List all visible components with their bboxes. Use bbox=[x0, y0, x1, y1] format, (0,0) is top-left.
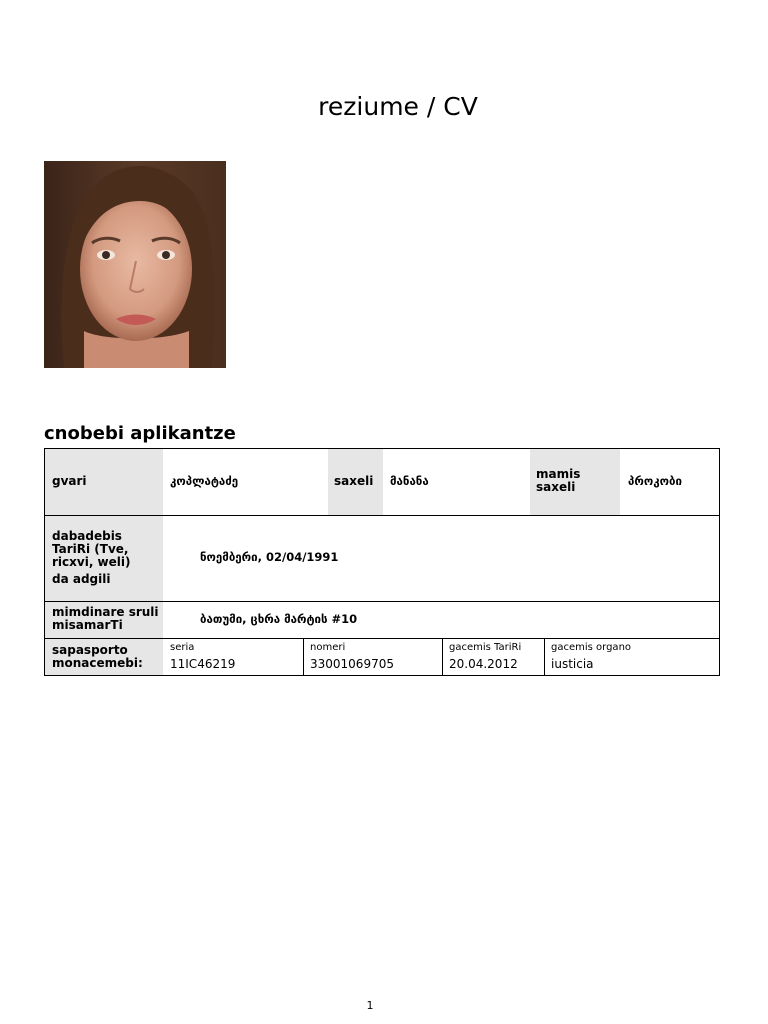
birth-label: dabadebis TariRi (Tve, ricxvi, weli) bbox=[52, 529, 131, 569]
patronymic-value: პროკობი bbox=[628, 474, 682, 488]
row-divider bbox=[45, 601, 719, 602]
passport-issuer-value: iusticia bbox=[551, 657, 594, 671]
column-divider bbox=[544, 639, 545, 676]
passport-series-value: 11IC46219 bbox=[170, 657, 236, 671]
passport-series-label: seria bbox=[170, 642, 195, 653]
row-divider bbox=[45, 638, 719, 639]
page-title: reziume / CV bbox=[318, 92, 478, 121]
column-divider bbox=[442, 639, 443, 676]
passport-issuer-label: gacemis organo bbox=[551, 642, 632, 653]
address-label: mimdinare sruli misamarTi bbox=[52, 605, 159, 632]
name-label: saxeli bbox=[334, 474, 374, 488]
passport-number-value: 33001069705 bbox=[310, 657, 394, 671]
passport-number-label: nomeri bbox=[310, 642, 346, 653]
page-number: 1 bbox=[366, 999, 374, 1012]
passport-label: sapasporto monacemebi: bbox=[52, 643, 143, 670]
name-value: მანანა bbox=[390, 474, 429, 488]
passport-issue-date-label: gacemis TariRi bbox=[449, 642, 522, 653]
birth-label-place: da adgili bbox=[52, 572, 111, 586]
patronymic-label: mamis saxeli bbox=[536, 467, 581, 494]
applicant-info-table bbox=[44, 448, 720, 676]
applicant-photo bbox=[44, 161, 226, 368]
surname-value: კოპლატაძე bbox=[170, 474, 239, 488]
birth-value: ნოემბერი, 02/04/1991 bbox=[200, 550, 339, 564]
section-heading: cnobebi aplikantze bbox=[44, 423, 236, 444]
column-divider bbox=[303, 639, 304, 676]
surname-label: gvari bbox=[52, 474, 87, 488]
address-value: ბათუმი, ცხრა მარტის #10 bbox=[200, 612, 358, 626]
row-divider bbox=[45, 515, 719, 516]
passport-issue-date-value: 20.04.2012 bbox=[449, 657, 518, 671]
portrait-image bbox=[44, 161, 226, 368]
